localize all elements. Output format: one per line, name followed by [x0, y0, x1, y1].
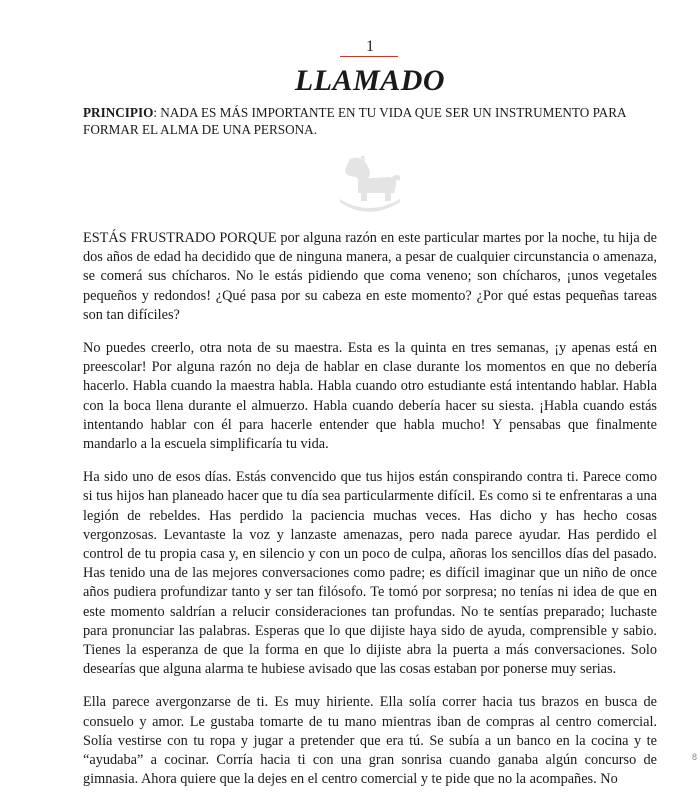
chapter-number-rule [340, 56, 398, 57]
principle-label: PRINCIPIO [83, 105, 154, 120]
principle-text: : NADA ES MÁS IMPORTANTE EN TU VIDA QUE SER UN INSTRUMENTO PARA FORMAR EL ALMA DE UNA PERSONA. [83, 105, 626, 137]
page-number: 8 [692, 752, 698, 762]
paragraph: Ha sido uno de esos días. Estás convencido que tus hijos están conspirando contra ti. Parece como si tus hijos han planeado hacer que tu día sea particularmente difícil. Es como si te enfrentaras a una legión de rebeldes. Has perdido la paciencia muchas veces. Has dicho y has hecho cosas vergonzosas. Levantaste la voz y lanzaste amenazas, pero nada parece ayudar. Has perdido el control de tu propia casa y, en silencio y con un poco de culpa, añoras los sencillos días del pasado. Has tenido una de las mejores conversaciones como padre; es difícil imaginar que un niño de once años pudiera profundizar tanto y ser tan filósofo. Te tomó por sorpresa; no tenías ni idea de que en este momento saldrían a relucir consideraciones tan profundas. No te sentías preparado; luchaste para pronunciar las palabras. Esperas que lo que dijiste haya sido de ayuda, comprensible y sabio. Tienes la esperanza de que la forma en que lo dijiste abra la puerta a más conversaciones. Solo desearías que alguna alarma te hubiese avisado que las cosas estaban por ponerse muy serias. [83, 469, 657, 678]
paragraph: Ella parece avergonzarse de ti. Es muy hiriente. Ella solía correr hacia tus brazos en busca de consuelo y amor. Le gustaba tomarte de tu mano mientras iban de compras al centro comercial. Solía vestirse con tu ropa y jugar a pretender que era tú. Se subía a un banco en la cocina y te “ayudaba” a cocinar. Corría hacia ti con una gran sonrisa cuando ganaba algún concurso de gimnasia. Ahora quiere que la dejes en el centro comercial y te pide que no la acompañes. No [83, 694, 657, 788]
chapter-title: LLAMADO [294, 64, 446, 97]
paragraph: No puedes creerlo, otra nota de su maestra. Esta es la quinta en tres semanas, ¡y apenas está en preescolar! Por alguna razón no deja de hablar en clase durante los momentos en que no debería hacerlo. Habla cuando la maestra habla. Habla cuando otro estudiante está intentando hablar. Habla con la boca llena durante el almuerzo. Habla cuando debería hacer su siesta. ¡Habla cuando estás intentando hablar con él para hacerle entender que habla mucho! Y pensabas que finalmente mandarlo a la escuela simplificaría tu vida. [83, 340, 657, 453]
rocking-horse-icon [336, 155, 402, 213]
principle [83, 104, 663, 138]
chapter-number: 1 [366, 38, 374, 55]
body-text [83, 229, 657, 803]
paragraph: ESTÁS FRUSTRADO PORQUE por alguna razón en este particular martes por la noche, tu hija de dos años de edad ha decidido que de ninguna manera, a pesar de cualquier circunstancia o amenaza, se comerá sus chícharos. No le estás pidiendo que coma veneno; son chícharos, ¡unos vegetales pequeños y redondos! ¿Qué pasa por su cabeza en este momento? ¿Por qué estas pequeñas tareas son tan difíciles? [83, 230, 657, 323]
